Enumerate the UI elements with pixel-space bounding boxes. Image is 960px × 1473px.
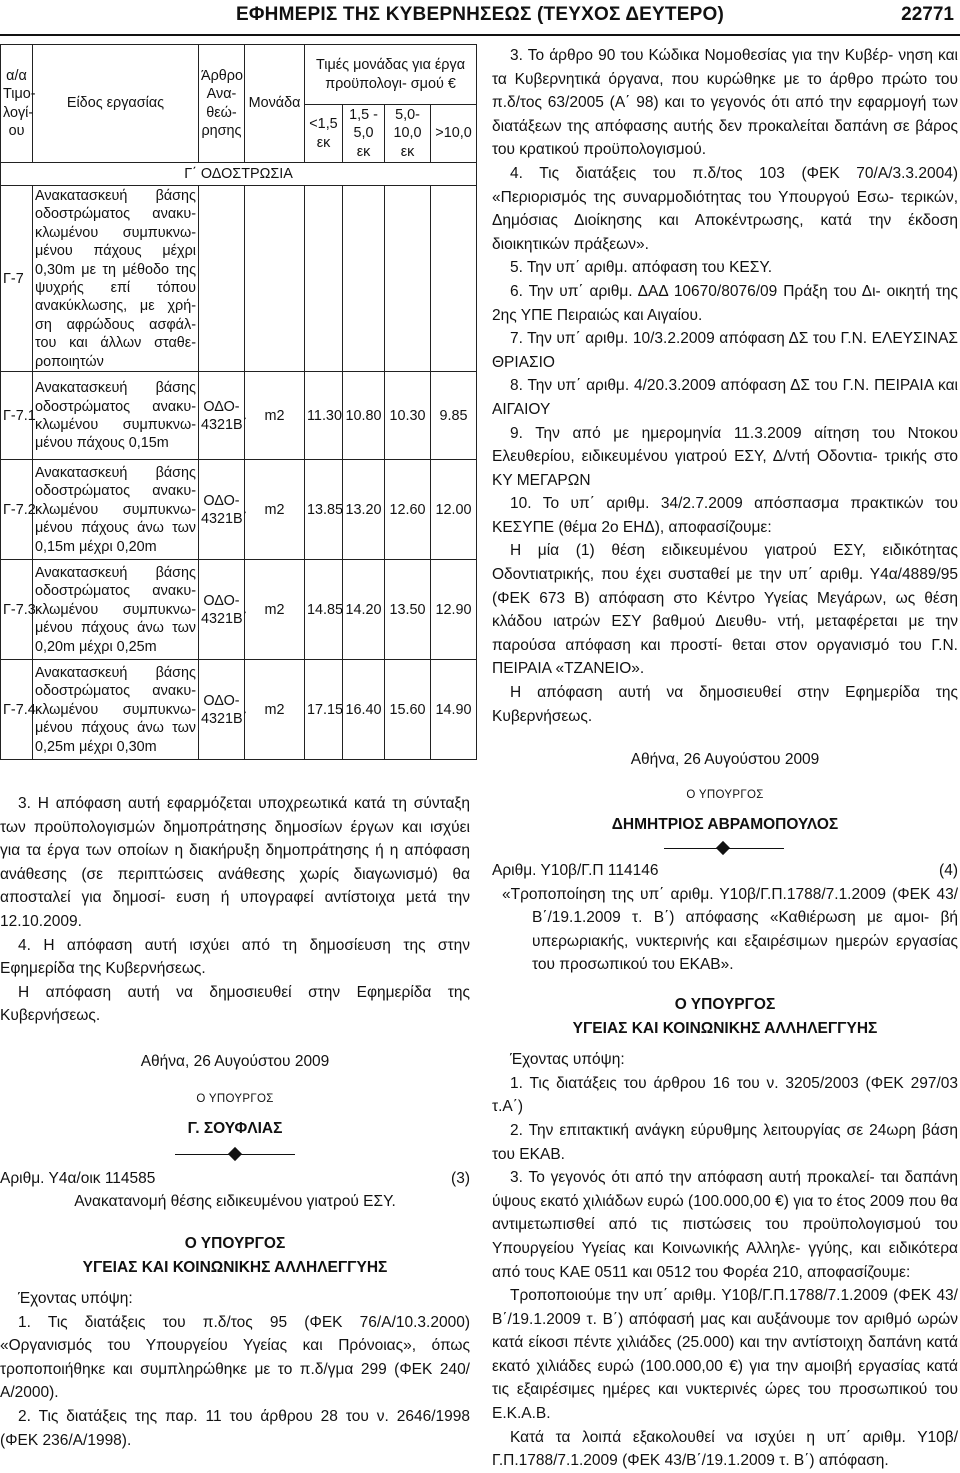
item-2: 2. Τις διατάξεις της παρ. 11 του άρθρου 28 του ν. 2646/1998 (ΦΕΚ 236/Α/1998). <box>0 1408 470 1449</box>
header-p3: 5,0- 10,0 εκ <box>385 105 431 163</box>
row-unit <box>245 186 305 372</box>
diamond-icon <box>228 1147 242 1161</box>
row-v4 <box>431 186 477 372</box>
item-r2: 2. Την επιτακτική ανάγκη εύρυθμης λειτουργίας σε 24ωρη βάση του ΕΚΑΒ. <box>492 1121 958 1163</box>
page-number: 22771 <box>901 4 954 25</box>
minister-name: Γ. ΣΟΥΦΛΙΑΣ <box>187 1120 283 1138</box>
row-v4: 9.85 <box>431 372 477 460</box>
row-article: ΟΔΟ- 4321Β΄ <box>199 660 245 760</box>
item-7: 7. Την υπ΄ αριθμ. 10/3.2.2009 απόφαση ΔΣ του Γ.Ν. ΕΛΕΥΣΙΝΑΣ ΘΡΙΑΣΙΟ <box>492 330 958 371</box>
section-divider-right <box>492 841 958 855</box>
row-code: Γ-7 <box>1 186 33 372</box>
header-article: Άρθρο Ανα- θεώ- ρησης <box>199 45 245 163</box>
decision-text: Η μία (1) θέση ειδικευμένου γιατρού ΕΣΥ, ειδικότητας Οδοντιατρικής, που έχει συσταθεί με την υπ΄ αριθμ. Υ4α/4889/95 (ΦΕΚ 673 Β) απόφαση στο Κέντρο Υγείας Μεγάρων, ως θέση κλάδου ιατρών ΕΣΥ βαθμού Διευθυ- ντή, μεταφέρεται με την παρούσα απόφαση και προστί- θεται στον οργανισμό του Γ.Ν. ΠΕΙΡΑΙΑ «ΤΖΑΝΕΙΟ». <box>492 542 958 678</box>
heading-ministry-right: ΥΓΕΙΑΣ ΚΑΙ ΚΟΙΝΩΝΙΚΗΣ ΑΛΛΗΛΕΓΓΥΗΣ <box>572 1019 878 1037</box>
minister-name-right: ΔΗΜΗΤΡΙΟΣ ΑΒΡΑΜΟΠΟΥΛΟΣ <box>611 816 839 834</box>
row-code: Γ-7.3 <box>1 560 33 660</box>
header-prices: Τιμές μονάδας για έργα προϋπολογι- σμού € <box>305 45 477 105</box>
row-v2 <box>343 186 385 372</box>
place-date-right: Αθήνα, 26 Αυγούστου 2009 <box>630 751 820 769</box>
item-6: 6. Την υπ΄ αριθμ. ΔΑΔ 10670/8076/09 Πράξη του Δι- οικητή της 2ης ΥΠΕ Πειραιώς και Αιγαίου. <box>492 282 958 324</box>
minister-title-right: Ο ΥΠΟΥΡΓΟΣ <box>686 788 764 801</box>
table-row <box>1 372 477 460</box>
row-desc: Ανακατασκευή βάσης οδοστρώματος ανακυ- κλωμένου συμπυκνω- μένου πάχους άνω των 0,25m μέχρι 0,30m <box>33 660 199 760</box>
table-row <box>1 660 477 760</box>
item-r5: Κατά τα λοιπά εξακολουθεί να ισχύει η υπ΄ αριθμ. Υ10β/ Γ.Π.1788/7.1.2009 (ΦΕΚ 43/Β΄/19.1.2009 τ. Β΄) απόφαση. <box>492 1428 958 1470</box>
header-p4: >10,0 <box>431 105 477 163</box>
row-desc: Ανακατασκευή βάσης οδοστρώματος ανακυ- κλωμένου συμπυκνω- μένου πάχους 0,15m <box>33 372 199 460</box>
row-v2: 14.20 <box>343 560 385 660</box>
item-r4: Τροποποιούμε την υπ΄ αριθμ. Υ10β/Γ.Π.1788/7.1.2009 (ΦΕΚ 43/Β΄/19.1.2009 τ. Β΄) απόφασή μας και αυξάνουμε τον αριθμό ωρών κατά είκοσι πέντε χιλιάδες (25.000) και την αντίστοιχη δαπάνη κατά εκατό χιλιάδες ευρώ (100.000,00 €) για την αμοιβή εργασίας κατά τις εξαιρέσιμες ημέρες και νυκτερινές ώρες του προσωπικού του Ε.Κ.Α.Β. <box>492 1287 958 1423</box>
header-p1: <1,5 εκ <box>305 105 343 163</box>
item-9: 9. Την από με ημερομηνία 11.3.2009 αίτηση του Ντοκου Ελευθερίου, ειδικευμένου γιατρού ΕΣΥ, Δ/ντή Οδοντια- τρικής στο ΚΥ ΜΕΓΑΡΩΝ <box>492 424 958 489</box>
decision-subject: Ανακατανομή θέσης ειδικευμένου γιατρού ΕΣΥ. <box>74 1193 396 1211</box>
row-article: ΟΔΟ- 4321Β΄ <box>199 460 245 560</box>
header-code: α/α Τιμο- λογί- ου <box>1 45 33 163</box>
row-v3: 13.50 <box>385 560 431 660</box>
row-desc: Ανακατασκευή βάσης οδοστρώματος ανακυ- κλωμένου συμπυκνω- μένου πάχους άνω των 0,15m μέχρι 0,20m <box>33 460 199 560</box>
section-divider <box>0 1147 470 1161</box>
price-table <box>0 44 480 760</box>
row-v4: 14.90 <box>431 660 477 760</box>
page-header <box>0 0 960 36</box>
decision-index: (3) <box>451 1169 470 1187</box>
item-5: 5. Την υπ΄ αριθμ. απόφαση του ΚΕΣΥ. <box>510 259 772 277</box>
table-row <box>1 460 477 560</box>
item-r3: 3. Το γεγονός ότι από την απόφαση αυτή προκαλεί- ται δαπάνη ύψους εκατό χιλιάδων ευρώ (100.000,00 €) για το έτος 2009 που θα αντιμετωπισθεί από τις πιστώσεις του προϋπολογισμού του Υπουργείου Υγείας και Κοινωνικής Αλληλε- γγύης, και ειδικότερα από τους ΚΑΕ 0511 και 0512 του Φορέα 210, αποφασίζουμε: <box>492 1169 958 1281</box>
row-v3 <box>385 186 431 372</box>
place-date: Αθήνα, 26 Αυγούστου 2009 <box>140 1052 330 1070</box>
row-article: ΟΔΟ- 4321Β΄ <box>199 560 245 660</box>
header-unit: Μονάδα <box>245 45 305 163</box>
row-v1: 17.15 <box>305 660 343 760</box>
row-v2: 13.20 <box>343 460 385 560</box>
row-v1: 14.85 <box>305 560 343 660</box>
right-column <box>492 44 958 1473</box>
paragraph-3: 3. Η απόφαση αυτή εφαρμόζεται υποχρεωτικά κατά τη σύνταξη των προϋπολογισμών δημοπράτησης δημοσίων έργων και ισχύει για τα έργα των οποίων η διακήρυξη δημοπράτησης ή η απόφαση ανάθεσης (σε περιπτώσεις ανάθεσης χωρίς διαγωνισμό) θα αποσταλεί για δημοσί- ευση ή υπογραφεί αντίστοιχα μετά την 12.10.2009. <box>0 795 470 930</box>
having-regard-right: Έχοντας υπόψη: <box>510 1051 625 1069</box>
row-desc: Ανακατασκευή βάσης οδοστρώματος ανακυ- κλωμένου συμπυκνω- μένου πάχους μέχρι 0,30m με τη μέθοδο της ψυχρής επί τόπου ανακύκλωσης, με χρή- ση αφρώδους ασφάλ- του και άλλων σταθε- ροποιητών <box>33 186 199 372</box>
row-v3: 12.60 <box>385 460 431 560</box>
row-v3: 10.30 <box>385 372 431 460</box>
gazette-title: ΕΦΗΜΕΡΙΣ ΤΗΣ ΚΥΒΕΡΝΗΣΕΩΣ (ΤΕΥΧΟΣ ΔΕΥΤΕΡΟ) <box>236 4 724 25</box>
heading-ministry: ΥΓΕΙΑΣ ΚΑΙ ΚΟΙΝΩΝΙΚΗΣ ΑΛΛΗΛΕΓΓΥΗΣ <box>82 1258 388 1276</box>
item-4: 4. Τις διατάξεις του π.δ/τος 103 (ΦΕΚ 70/Α/3.3.2004) «Περιορισμός της συναρμοδιότητας του Υπουργού Εσω- τερικών, Δημόσιας Διοίκησης και Αποκέντρωσης, κατά την έκδοση διοικητικών πράξεων». <box>492 164 958 253</box>
item-r1: 1. Τις διατάξεις του άρθρου 16 του ν. 3205/2003 (ΦΕΚ 297/03 τ.Α΄) <box>492 1074 958 1116</box>
row-code: Γ-7.4 <box>1 660 33 760</box>
item-3: 3. Το άρθρο 90 του Κώδικα Νομοθεσίας για την Κυβέρ- νηση και τα Κυβερνητικά όργανα, που κυρώθηκε με το άρθρο πρώτο του π.δ/τος 63/2005 (Α΄ 98) και το γεγονός ότι από την εφαρμογή των διατάξεων της απόφασης αυτής δεν προκαλείται δαπάνη σε βάρος του κρατικού προϋπολογισμού. <box>492 47 958 159</box>
item-8: 8. Την υπ΄ αριθμ. 4/20.3.2009 απόφαση ΔΣ του Γ.Ν. ΠΕΙΡΑΙΑ και ΑΙΓΑΙΟΥ <box>492 377 958 418</box>
row-unit: m2 <box>245 660 305 760</box>
row-v3: 15.60 <box>385 660 431 760</box>
table-section: Γ΄ ΟΔΟΣΤΡΩΣΙΑ <box>1 163 477 186</box>
row-unit: m2 <box>245 372 305 460</box>
item-1: 1. Τις διατάξεις του π.δ/τος 95 (ΦΕΚ 76/Α/10.3.2000) «Οργανισμός του Υπουργείου Υγείας και Πρόνοιας», όπως τροποποιήθηκε και συμπληρώθηκε με το π.δ/γμα 299 (ΦΕΚ 240/Α/2000). <box>0 1313 470 1402</box>
row-code: Γ-7.1 <box>1 372 33 460</box>
decision-index-right: (4) <box>939 862 958 879</box>
row-article: ΟΔΟ- 4321Β΄ <box>199 372 245 460</box>
left-column <box>0 792 470 1452</box>
row-v1 <box>305 186 343 372</box>
decision-number: Αριθμ. Υ4α/οικ 114585 <box>0 1169 156 1187</box>
row-v1: 13.85 <box>305 460 343 560</box>
header-work: Είδος εργασίας <box>33 45 199 163</box>
row-article <box>199 186 245 372</box>
paragraph-4: 4. Η απόφαση αυτή ισχύει από τη δημοσίευση της στην Εφημερίδα της Κυβερνήσεως. <box>0 936 470 978</box>
paragraph-5: Η απόφαση αυτή να δημοσιευθεί στην Εφημερίδα της Κυβερνήσεως. <box>0 983 470 1025</box>
row-v2: 10.80 <box>343 372 385 460</box>
row-v4: 12.00 <box>431 460 477 560</box>
row-unit: m2 <box>245 560 305 660</box>
heading-minister: Ο ΥΠΟΥΡΓΟΣ <box>184 1234 286 1252</box>
heading-minister-right: Ο ΥΠΟΥΡΓΟΣ <box>674 995 776 1013</box>
row-unit: m2 <box>245 460 305 560</box>
minister-title: Ο ΥΠΟΥΡΓΟΣ <box>196 1092 274 1105</box>
publish-text: Η απόφαση αυτή να δημοσιευθεί στην Εφημερίδα της Κυβερνήσεως. <box>492 684 958 725</box>
having-regard: Έχοντας υπόψη: <box>18 1290 133 1308</box>
item-10: 10. Το υπ΄ αριθμ. 34/2.7.2009 απόσπασμα πρακτικών του ΚΕΣΥΠΕ (θέμα 2ο ΕΗΔ), αποφασίζουμε: <box>492 495 958 536</box>
row-code: Γ-7.2 <box>1 460 33 560</box>
decision-subject-right: «Τροποποίηση της υπ΄ αριθμ. Υ10β/Γ.Π.1788/7.1.2009 (ΦΕΚ 43/Β΄/19.1.2009 τ. Β΄) απόφασης «Καθιέρωση με αμοι- βή υπερωριακής, νυκτερινής και εξαιρέσιμων ημερών εργασίας του προσωπικού του ΕΚΑΒ». <box>502 885 958 974</box>
header-p2: 1,5 - 5,0 εκ <box>343 105 385 163</box>
row-v2: 16.40 <box>343 660 385 760</box>
table-row <box>1 560 477 660</box>
row-desc: Ανακατασκευή βάσης οδοστρώματος ανακυ- κλωμένου συμπυκνω- μένου πάχους άνω των 0,20m μέχρι 0,25m <box>33 560 199 660</box>
row-v4: 12.90 <box>431 560 477 660</box>
row-v1: 11.30 <box>305 372 343 460</box>
decision-number-right: Αριθμ. Υ10β/Γ.Π 114146 <box>492 862 659 879</box>
diamond-icon <box>716 841 730 855</box>
table-row <box>1 186 477 372</box>
